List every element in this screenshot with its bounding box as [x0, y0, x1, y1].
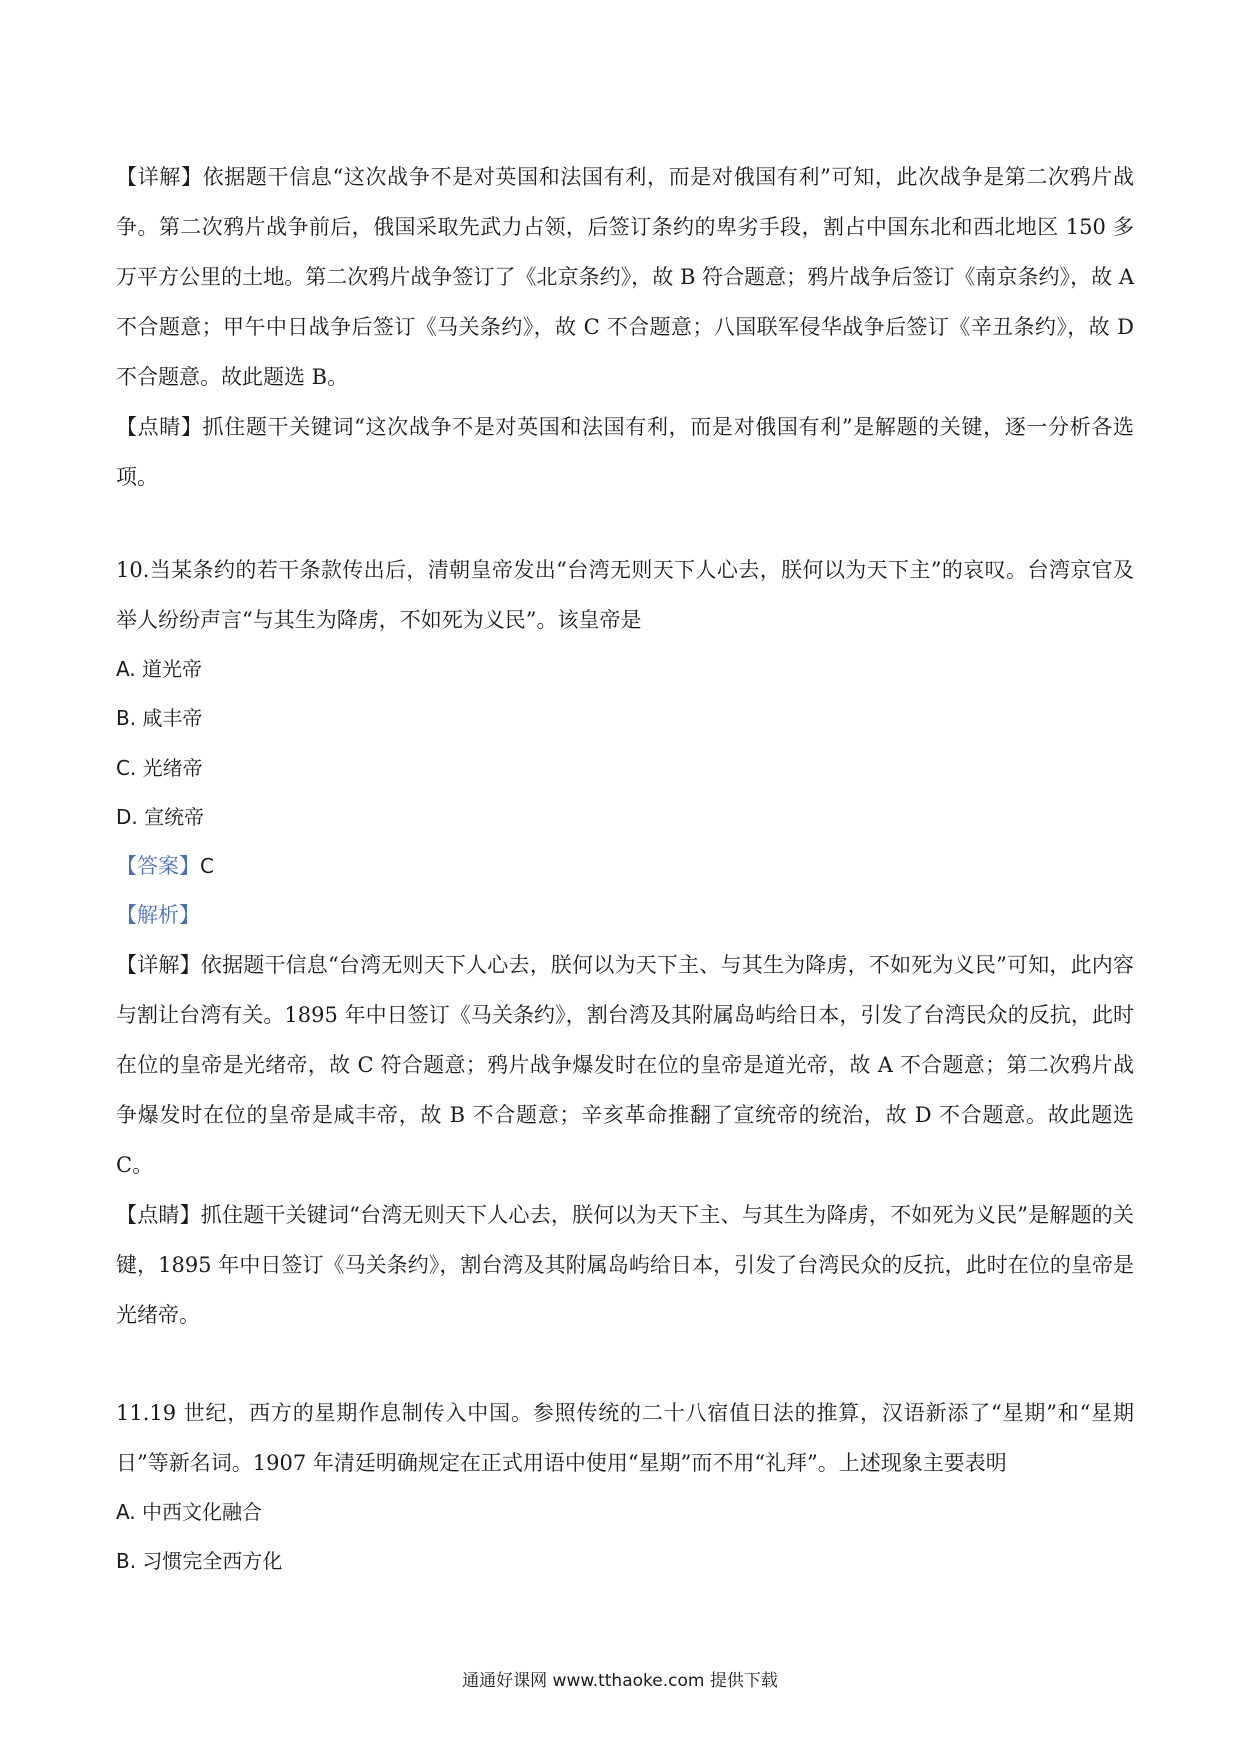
q11-option-b: B. 习惯完全西方化	[116, 1549, 283, 1573]
page-footer: 通通好课网 www.tthaoke.com 提供下载	[462, 1671, 778, 1691]
answer-label: 【答案】	[116, 854, 200, 878]
q11-stem: 11.19 世纪，西方的星期作息制传入中国。参照传统的二十八宿值日法的推算，汉语新添了“星期”和“星期日”等新名词。1907 年清廷明确规定在正式用语中使用“星期”而不用“礼拜”。上述现象主要表明	[116, 1401, 1134, 1475]
q10-stem: 10.当某条约的若干条款传出后，清朝皇帝发出“台湾无则天下人心去，朕何以为天下主”的哀叹。台湾京官及举人纷纷声言“与其生为降虏，不如死为义民”。该皇帝是	[116, 558, 1134, 632]
q10-option-a: A. 道光帝	[116, 657, 203, 681]
q9-point: 【点睛】抓住题干关键词“这次战争不是对英国和法国有利，而是对俄国有利”是解题的关键，逐一分析各选项。	[116, 415, 1134, 489]
answer-value: C	[200, 854, 214, 878]
q10-answer	[116, 851, 1134, 881]
q10-detail: 【详解】依据题干信息“台湾无则天下人心去，朕何以为天下主、与其生为降虏，不如死为义民”可知，此内容与割让台湾有关。1895 年中日签订《马关条约》，割台湾及其附属岛屿给日本，引发了台湾民众的反抗，此时在位的皇帝是光绪帝，故 C 符合题意；鸦片战争爆发时在位的皇帝是道光帝，故 A 不合题意；第二次鸦片战争爆发时在位的皇帝是咸丰帝，故 B 不合题意；辛亥革命推翻了宣统帝的统治，故 D 不合题意。故此题选 C。	[116, 953, 1134, 1177]
q10-point: 【点睛】抓住题干关键词“台湾无则天下人心去，朕何以为天下主、与其生为降虏，不如死为义民”是解题的关键，1895 年中日签订《马关条约》，割台湾及其附属岛屿给日本，引发了台湾民众的反抗，此时在位的皇帝是光绪帝。	[116, 1203, 1134, 1327]
q10-option-c: C. 光绪帝	[116, 756, 203, 780]
q10-analysis-label: 【解析】	[116, 903, 200, 927]
q10-option-b: B. 咸丰帝	[116, 706, 203, 730]
q9-detail: 【详解】依据题干信息“这次战争不是对英国和法国有利，而是对俄国有利”可知，此次战争是第二次鸦片战争。第二次鸦片战争前后，俄国采取先武力占领，后签订条约的卑劣手段，割占中国东北和西北地区 150 多万平方公里的土地。第二次鸦片战争签订了《北京条约》，故 B 符合题意；鸦片战争后签订《南京条约》，故 A 不合题意；甲午中日战争后签订《马关条约》，故 C 不合题意；八国联军侵华战争后签订《辛丑条约》，故 D 不合题意。故此题选 B。	[116, 165, 1134, 389]
q10-option-d: D. 宣统帝	[116, 805, 205, 829]
q11-option-a: A. 中西文化融合	[116, 1500, 263, 1524]
